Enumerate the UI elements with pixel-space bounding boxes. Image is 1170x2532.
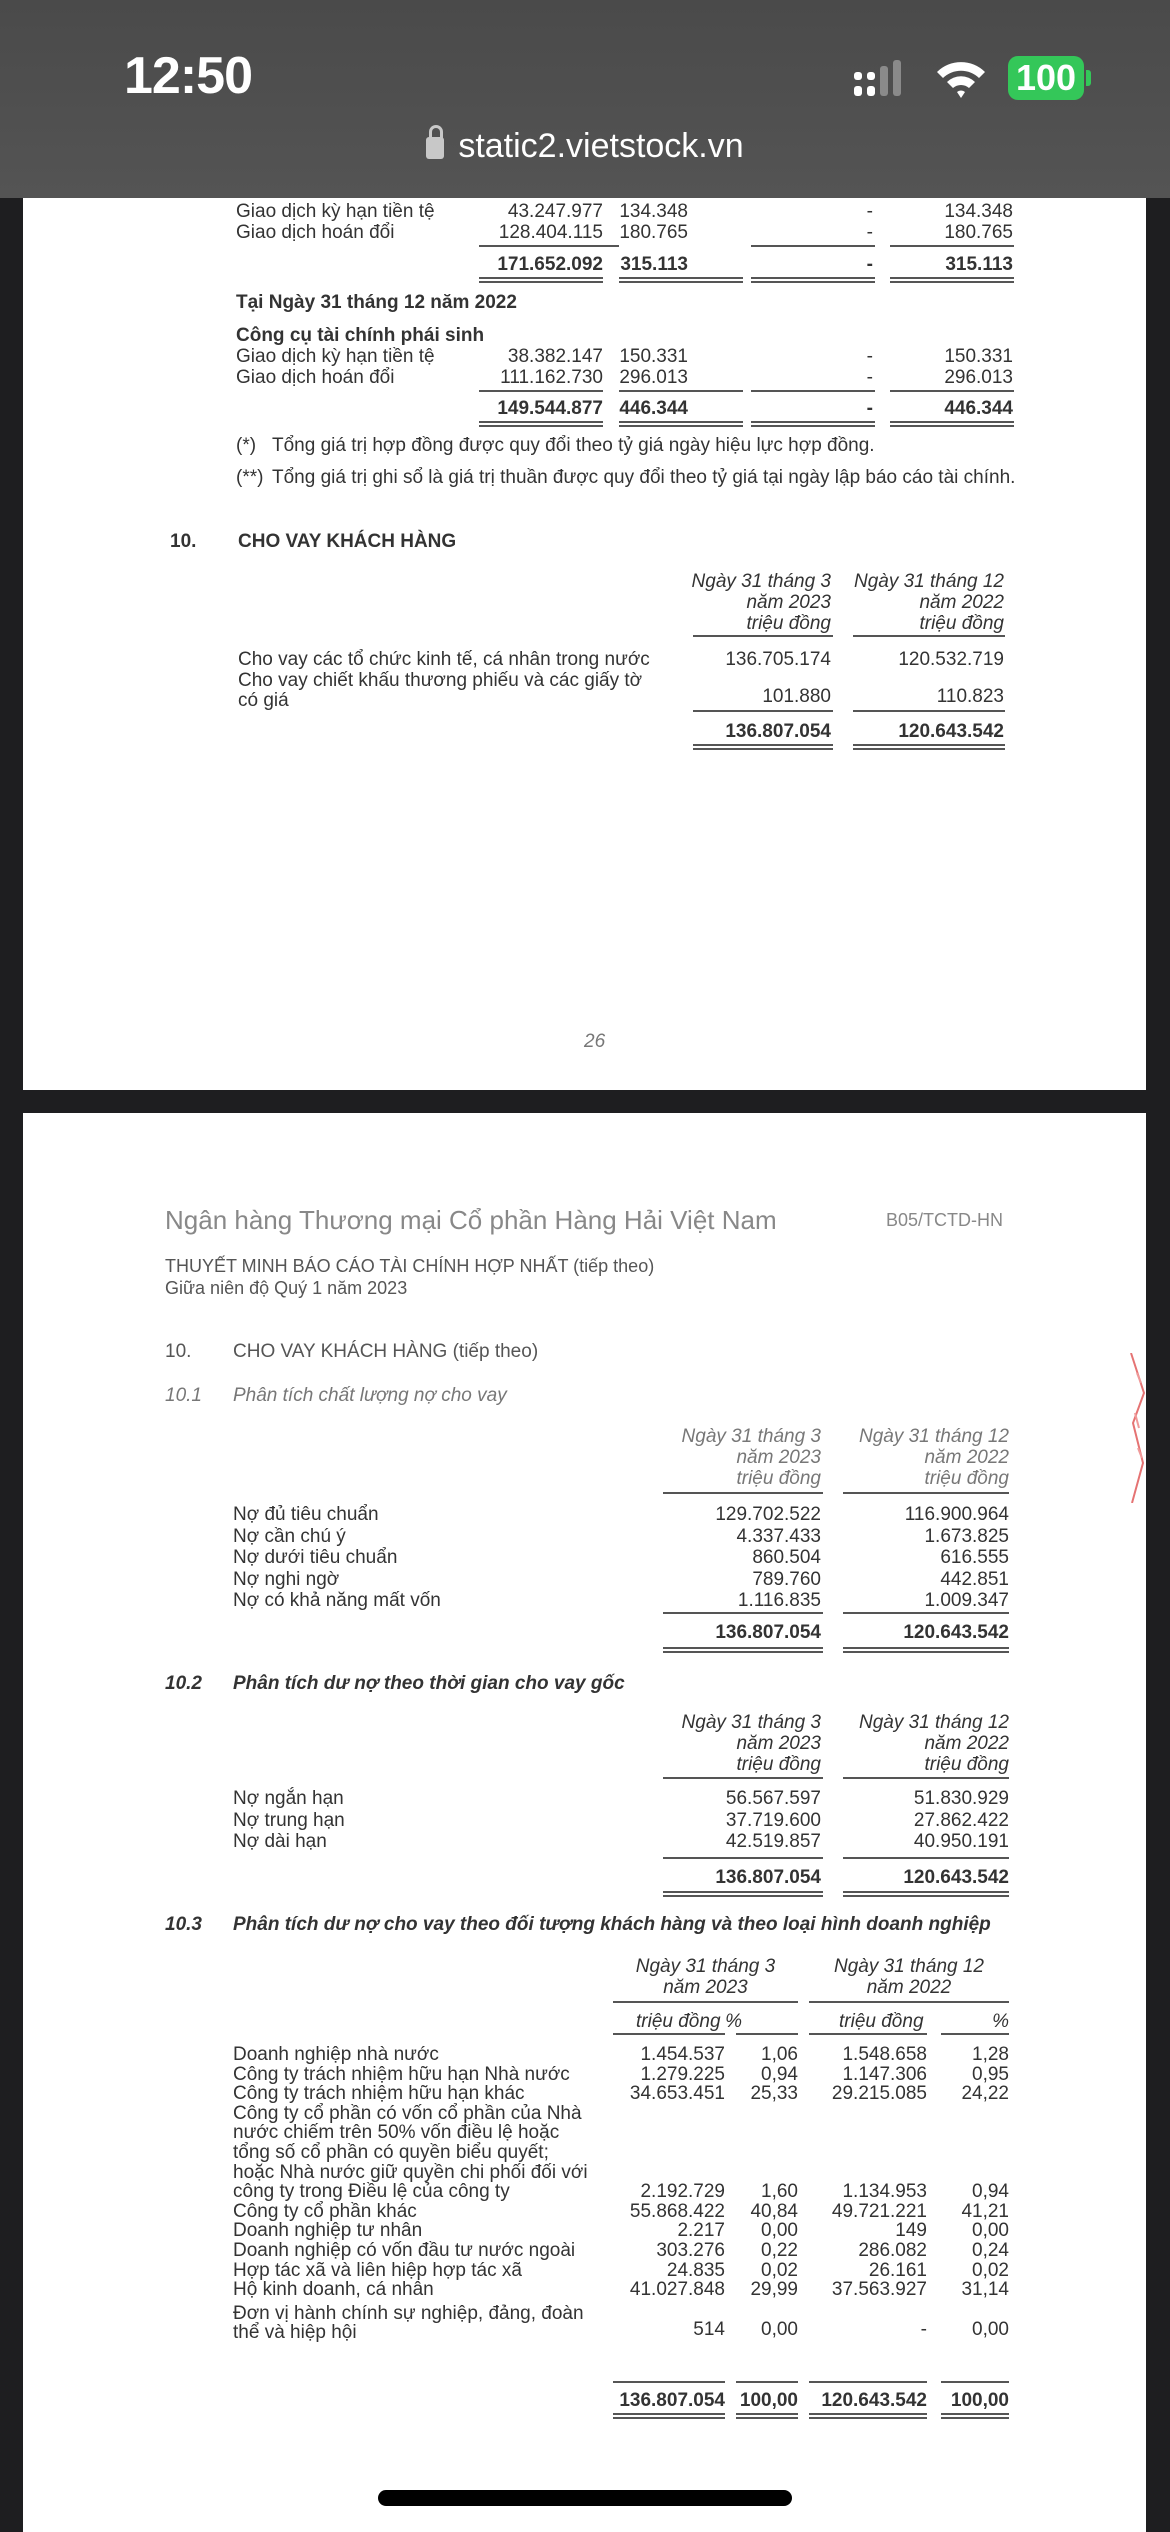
underline	[809, 2001, 1009, 2003]
cell: 0,02	[761, 2259, 798, 2281]
row-label: thể và hiệp hội	[233, 2322, 357, 2344]
row-label: Giao dịch hoán đổi	[236, 367, 395, 388]
url-text: static2.vietstock.vn	[458, 127, 744, 165]
double-underline	[663, 1647, 823, 1653]
row-label: Giao dịch kỳ hạn tiền tệ	[236, 346, 435, 367]
cell: 1,28	[972, 2044, 1009, 2065]
cell: 0,00	[972, 2319, 1009, 2341]
double-underline	[619, 277, 743, 283]
row-label: Doanh nghiệp có vốn đầu tư nước ngoài	[233, 2240, 576, 2261]
row-label: Nợ ngắn hạn	[233, 1788, 344, 1809]
double-underline	[843, 1647, 1009, 1653]
cell: 51.830.929	[913, 1788, 1009, 1809]
total-cell: 136.807.054	[715, 1622, 821, 1643]
total-cell: 446.344	[619, 398, 688, 419]
cell: 38.382.147	[507, 346, 603, 367]
cell: -	[866, 346, 873, 367]
double-underline	[853, 744, 1005, 750]
subsection-number: 10.2	[165, 1673, 202, 1694]
cell: 0,95	[972, 2063, 1009, 2085]
cell: 1,06	[761, 2044, 798, 2065]
cell: 134.348	[619, 201, 688, 222]
cell: 0,00	[761, 2220, 798, 2242]
cell: 34.653.451	[629, 2083, 725, 2105]
column-header-line: năm 2022	[924, 1733, 1009, 1754]
row-label: Doanh nghiệp nhà nước	[233, 2044, 439, 2065]
total-cell: 136.807.054	[725, 721, 831, 742]
cell: 101.880	[762, 686, 831, 707]
underline	[619, 390, 743, 392]
cell: 296.013	[619, 367, 688, 388]
total-cell: 171.652.092	[497, 254, 603, 275]
row-label: Nợ nghi ngờ	[233, 1568, 340, 1590]
cell: -	[866, 201, 873, 222]
row-label: Cho vay các tổ chức kinh tế, cá nhân trong nước	[238, 649, 650, 670]
cell: 514	[693, 2319, 725, 2341]
section-title: CHO VAY KHÁCH HÀNG (tiếp theo)	[233, 1341, 539, 1362]
total-cell: -	[866, 398, 873, 419]
cell: 150.331	[944, 346, 1013, 367]
column-header-line: triệu đồng	[924, 1468, 1009, 1489]
cell: 150.331	[619, 346, 688, 367]
total-cell: 315.113	[620, 254, 688, 275]
subsection-number: 10.1	[165, 1385, 202, 1406]
column-header-line: triệu đồng	[736, 1754, 821, 1775]
cell: 26.161	[868, 2259, 927, 2281]
cell: 116.900.964	[904, 1504, 1009, 1525]
column-header-line: năm 2023	[736, 1733, 821, 1754]
underline	[663, 1492, 823, 1494]
row-label: Nợ dài hạn	[233, 1831, 327, 1852]
double-underline	[941, 2413, 1009, 2419]
double-underline	[809, 2413, 927, 2419]
section-number: 10.	[170, 531, 197, 552]
cell: 1.454.537	[640, 2044, 725, 2065]
lock-icon	[426, 137, 444, 159]
battery-indicator: 100	[1008, 56, 1084, 100]
cell: 1.673.825	[924, 1525, 1009, 1547]
cell: 42.519.857	[725, 1831, 821, 1852]
cell: 27.862.422	[913, 1809, 1009, 1831]
column-header-line: triệu đồng	[924, 1754, 1009, 1775]
total-cell: 120.643.542	[903, 1867, 1009, 1888]
underline	[492, 245, 619, 247]
status-bar	[0, 0, 1170, 198]
total-cell: 120.643.542	[898, 721, 1004, 742]
column-header-line: Ngày 31 tháng 3	[681, 1426, 821, 1447]
cell: 24,22	[961, 2083, 1009, 2105]
underline	[853, 710, 1005, 712]
total-cell: 136.807.054	[715, 1867, 821, 1888]
cell: 41,21	[961, 2200, 1009, 2222]
cell: 25,33	[750, 2083, 798, 2105]
double-underline	[619, 421, 743, 427]
row-label: tổng số cổ phần có quyền biểu quyết;	[233, 2142, 549, 2163]
row-label: Hộ kinh doanh, cá nhân	[233, 2279, 434, 2301]
cell: 31,14	[961, 2279, 1009, 2301]
cell: 180.765	[619, 222, 688, 243]
cell: 1.147.306	[842, 2063, 927, 2085]
column-group-header	[613, 1956, 798, 1998]
double-underline	[736, 2413, 798, 2419]
row-label: Doanh nghiệp tư nhân	[233, 2220, 423, 2242]
date-heading: Tại Ngày 31 tháng 12 năm 2022	[236, 292, 517, 313]
total-cell: 149.544.877	[497, 398, 603, 419]
underline	[809, 2033, 927, 2035]
column-header-line: Ngày 31 tháng 12	[858, 1426, 1009, 1447]
underline	[843, 1492, 1009, 1494]
cell: 41.027.848	[629, 2279, 725, 2301]
cell: 616.555	[940, 1547, 1009, 1568]
cell: 860.504	[752, 1547, 821, 1568]
row-label: Giao dịch kỳ hạn tiền tệ	[236, 201, 435, 222]
cell: 2.217	[677, 2220, 725, 2242]
document-page-26	[23, 198, 1146, 1090]
cell: 2.192.729	[640, 2181, 725, 2203]
cell: 40,84	[750, 2200, 798, 2222]
cell: 29.215.085	[831, 2083, 927, 2105]
double-underline	[693, 744, 833, 750]
cell: 789.760	[752, 1568, 821, 1590]
row-label: nước chiếm trên 50% vốn điều lệ hoặc	[233, 2122, 560, 2144]
document-page-27	[23, 1113, 1146, 2532]
cell: 180.765	[944, 222, 1013, 243]
cell: 111.162.730	[500, 367, 603, 388]
cell: 0,22	[761, 2240, 798, 2261]
column-header-line: triệu đồng	[746, 613, 831, 634]
double-underline	[843, 1891, 1009, 1897]
total-cell: 100,00	[950, 2390, 1009, 2411]
double-underline	[890, 277, 1014, 283]
column-header-line: năm 2022	[924, 1447, 1009, 1468]
column-header	[859, 1426, 1009, 1489]
column-header-line: Ngày 31 tháng 12	[858, 1712, 1009, 1733]
row-label: Nợ dưới tiêu chuẩn	[233, 1547, 398, 1568]
cell: 0,00	[761, 2319, 798, 2341]
cell: 37.563.927	[831, 2279, 927, 2301]
cell: 1.116.835	[737, 1590, 821, 1611]
subsection-title: Phân tích dư nợ theo thời gian cho vay gốc	[233, 1673, 625, 1694]
row-label: Hợp tác xã và liên hiệp hợp tác xã	[233, 2259, 522, 2281]
red-stamp-edge	[1129, 1353, 1146, 1503]
underline	[941, 2033, 1009, 2035]
total-cell: 120.643.542	[821, 2390, 927, 2411]
battery-nub	[1086, 70, 1091, 86]
underline	[736, 2033, 798, 2035]
row-label: Đơn vị hành chính sự nghiệp, đảng, đoàn	[233, 2302, 584, 2324]
page-number: 26	[584, 1031, 606, 1052]
double-underline	[479, 277, 603, 283]
cell: 40.950.191	[913, 1831, 1009, 1852]
underline	[663, 1857, 823, 1859]
footnote-text: Tổng giá trị ghi sổ là giá trị thuần được quy đổi theo tỷ giá tại ngày lập báo cáo tài chính.	[272, 467, 1016, 488]
cell: 4.337.433	[736, 1525, 821, 1547]
cell: 1.134.953	[842, 2181, 927, 2203]
form-code: B05/TCTD-HN	[886, 1210, 1004, 1230]
underline	[843, 1612, 1009, 1614]
column-header-line: năm 2022	[919, 592, 1004, 613]
subsection-title: Phân tích dư nợ cho vay theo đối tượng khách hàng và theo loại hình doanh nghiệp	[233, 1914, 991, 1935]
double-underline	[751, 277, 875, 283]
row-label: Công ty cổ phần khác	[233, 2200, 417, 2222]
underline	[890, 390, 1014, 392]
cell: 286.082	[858, 2240, 927, 2261]
subsection-title: Phân tích chất lượng nợ cho vay	[233, 1385, 507, 1406]
column-header	[859, 1712, 1009, 1775]
column-header-line: Ngày 31 tháng 12	[833, 1956, 984, 1977]
clock: 12:50	[124, 47, 252, 105]
column-header-line: Ngày 31 tháng 3	[681, 1712, 821, 1733]
column-header-line: năm 2023	[736, 1447, 821, 1468]
column-header	[692, 571, 831, 634]
underline	[613, 2033, 725, 2035]
underline	[751, 245, 875, 247]
underline	[613, 2381, 725, 2383]
subsection-number: 10.3	[165, 1914, 202, 1935]
row-label: Cho vay chiết khấu thương phiếu và các giấy tờ	[238, 670, 643, 691]
cell: 37.719.600	[725, 1809, 821, 1831]
cell: 296.013	[944, 367, 1013, 388]
double-underline	[479, 421, 603, 427]
wifi-icon	[935, 58, 987, 100]
row-label: Công ty trách nhiệm hữu hạn Nhà nước	[233, 2063, 570, 2085]
cell: 110.823	[936, 686, 1004, 707]
double-underline	[663, 1891, 823, 1897]
cell: 120.532.719	[898, 649, 1004, 670]
underline	[809, 2381, 927, 2383]
column-header-line: Ngày 31 tháng 3	[635, 1956, 776, 1977]
bank-name: Ngân hàng Thương mại Cổ phần Hàng Hải Việt Nam	[165, 1205, 777, 1235]
url-bar[interactable]	[0, 127, 1170, 166]
column-header-line: năm 2022	[866, 1977, 952, 1998]
column-header-line: Ngày 31 tháng 12	[853, 571, 1004, 592]
cell: 136.705.174	[725, 649, 831, 670]
underline	[843, 1857, 1009, 1859]
row-label: có giá	[238, 690, 289, 711]
cell: 0,94	[972, 2181, 1009, 2203]
period: Giữa niên độ Quý 1 năm 2023	[165, 1278, 408, 1298]
column-header	[682, 1712, 821, 1775]
cell: -	[866, 222, 873, 243]
cell: 128.404.115	[498, 222, 603, 243]
cell: 0,94	[761, 2063, 798, 2085]
cell: 43.247.977	[507, 201, 603, 222]
cell: 49.721.221	[831, 2200, 927, 2222]
cell: 0,00	[972, 2220, 1009, 2242]
row-label: Nợ có khả năng mất vốn	[233, 1590, 441, 1611]
group-heading: Công cụ tài chính phái sinh	[236, 325, 485, 346]
total-cell: 120.643.542	[903, 1622, 1009, 1643]
sub-header-amount: triệu đồng	[839, 2011, 924, 2032]
cell: 1.009.347	[924, 1590, 1009, 1611]
column-header-line: Ngày 31 tháng 3	[691, 571, 831, 592]
underline	[843, 1777, 1009, 1779]
section-title: CHO VAY KHÁCH HÀNG	[238, 531, 457, 552]
row-label: hoặc Nhà nước giữ quyền chi phối đối với	[233, 2161, 588, 2183]
row-label: Công ty cổ phần có vốn cổ phần của Nhà	[233, 2102, 582, 2124]
underline	[736, 2381, 798, 2383]
cell: 56.567.597	[725, 1788, 821, 1809]
sub-header-amount: triệu đồng	[636, 2011, 721, 2032]
underline	[663, 1612, 823, 1614]
total-cell: -	[866, 254, 873, 275]
cell: 1,60	[761, 2181, 798, 2203]
column-header-line: năm 2023	[746, 592, 831, 613]
cell: 0,24	[972, 2240, 1009, 2261]
sub-header-pct: %	[992, 2011, 1009, 2032]
section-number: 10.	[165, 1341, 192, 1362]
underline	[693, 635, 833, 637]
column-header	[854, 571, 1004, 634]
underline	[479, 390, 603, 392]
total-cell: 100,00	[739, 2390, 798, 2411]
row-label: Giao dịch hoán đổi	[236, 222, 395, 243]
double-underline	[890, 421, 1014, 427]
underline	[751, 390, 875, 392]
doc-title: THUYẾT MINH BÁO CÁO TÀI CHÍNH HỢP NHẤT (tiếp theo)	[165, 1256, 655, 1276]
cell: 24.835	[666, 2259, 725, 2281]
cell: 0,02	[972, 2259, 1009, 2281]
underline	[941, 2381, 1009, 2383]
cell: 303.276	[656, 2240, 725, 2261]
cell: 55.868.422	[629, 2200, 725, 2222]
cell: -	[920, 2319, 927, 2341]
column-header-line: triệu đồng	[919, 613, 1004, 634]
underline	[663, 1777, 823, 1779]
cell: 149	[895, 2220, 927, 2242]
total-cell: 136.807.054	[619, 2390, 725, 2411]
row-label: công ty trong Điều lệ của công ty	[233, 2181, 510, 2203]
footnote-mark: (**)	[236, 467, 264, 488]
cell: 29,99	[750, 2279, 798, 2301]
total-cell: 446.344	[944, 398, 1013, 419]
cell: 442.851	[940, 1568, 1009, 1590]
row-label: Nợ trung hạn	[233, 1809, 345, 1831]
column-group-header	[809, 1956, 1009, 1998]
underline	[613, 2001, 798, 2003]
home-indicator[interactable]	[378, 2490, 792, 2506]
underline	[693, 710, 833, 712]
row-label: Công ty trách nhiệm hữu hạn khác	[233, 2083, 525, 2105]
footnote-text: Tổng giá trị hợp đồng được quy đổi theo tỷ giá ngày hiệu lực hợp đồng.	[272, 435, 875, 456]
cell: 1.548.658	[842, 2044, 927, 2065]
sub-header-pct: %	[725, 2011, 742, 2032]
double-underline	[751, 421, 875, 427]
cellular-signal-icon	[852, 60, 912, 100]
underline	[853, 635, 1005, 637]
double-underline	[613, 2413, 725, 2419]
underline	[890, 245, 1014, 247]
row-label: Nợ đủ tiêu chuẩn	[233, 1504, 379, 1525]
total-cell: 315.113	[945, 254, 1013, 275]
cell: 134.348	[944, 201, 1013, 222]
cell: -	[866, 367, 873, 388]
column-header-line: triệu đồng	[736, 1468, 821, 1489]
cell: 129.702.522	[715, 1504, 821, 1525]
footnote-mark: (*)	[236, 435, 257, 456]
column-header	[682, 1426, 821, 1489]
cell: 1.279.225	[640, 2063, 725, 2085]
row-label: Nợ cần chú ý	[233, 1525, 346, 1547]
column-header-line: năm 2023	[663, 1977, 748, 1998]
